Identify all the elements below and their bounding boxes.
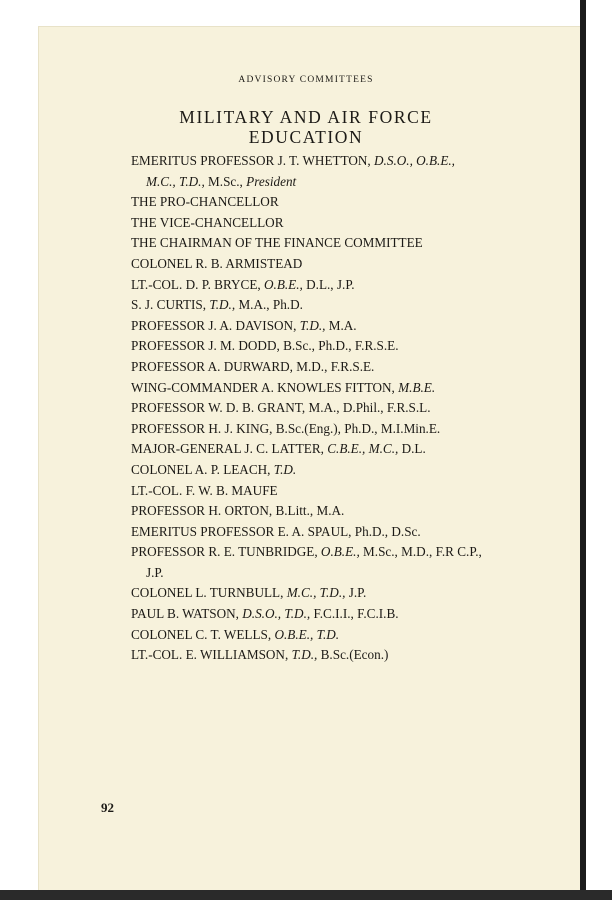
member-name: PROFESSOR A. DURWARD, xyxy=(131,358,293,374)
member-entry xyxy=(131,439,541,460)
member-name: PROFESSOR J. M. DODD, xyxy=(131,338,280,354)
member-entry xyxy=(131,357,541,378)
member-honours: C.B.E., M.C., xyxy=(327,441,399,457)
member-entry-continuation xyxy=(131,563,541,584)
member-honours: M.C., T.D., xyxy=(286,585,346,601)
member-honours: O.B.E., xyxy=(264,276,303,292)
member-name: COLONEL C. T. WELLS, xyxy=(131,626,272,642)
member-entry xyxy=(131,378,541,399)
page-title xyxy=(0,107,612,147)
member-name: PROFESSOR J. A. DAVISON, xyxy=(131,317,297,333)
member-entry xyxy=(131,316,541,337)
member-name: LT.-COL. F. W. B. MAUFE xyxy=(131,482,278,498)
member-name: LT.-COL. D. P. BRYCE, xyxy=(131,276,261,292)
member-name: COLONEL L. TURNBULL, xyxy=(131,585,284,601)
member-name: PROFESSOR W. D. B. GRANT, xyxy=(131,400,306,416)
running-head: ADVISORY COMMITTEES xyxy=(238,75,374,85)
member-entry xyxy=(131,522,541,543)
member-name: THE CHAIRMAN OF THE FINANCE COMMITTEE xyxy=(131,235,423,251)
member-qualifications: M.A. xyxy=(328,317,357,333)
member-name: PAUL B. WATSON, xyxy=(131,606,239,622)
member-name: PROFESSOR H. J. KING, xyxy=(131,420,273,436)
member-name: WING-COMMANDER A. KNOWLES FITTON, xyxy=(131,379,395,395)
page-title-line-1: MILITARY AND AIR FORCE xyxy=(179,107,433,127)
member-entry xyxy=(131,481,541,502)
member-qualifications: M.Sc., M.D., F.R C.P., xyxy=(363,544,482,560)
member-honours: O.B.E., T.D. xyxy=(274,626,340,642)
member-role: President xyxy=(246,173,297,189)
member-honours: T.D., xyxy=(299,317,326,333)
member-entry xyxy=(131,398,541,419)
member-qualifications: M.D., F.R.S.E. xyxy=(296,358,375,374)
member-name: PROFESSOR H. ORTON, xyxy=(131,503,273,519)
member-entry xyxy=(131,192,541,213)
member-name: EMERITUS PROFESSOR E. A. SPAUL, xyxy=(131,523,352,539)
member-name: LT.-COL. E. WILLIAMSON, xyxy=(131,647,289,663)
member-qualifications: J.P. xyxy=(348,585,367,601)
page-bottom-shadow xyxy=(0,890,612,900)
member-entry xyxy=(131,419,541,440)
member-qualifications: B.Litt., M.A. xyxy=(275,503,345,519)
member-qualifications: J.P. xyxy=(146,564,164,580)
member-name: THE PRO-CHANCELLOR xyxy=(131,194,279,210)
member-qualifications: D.L., J.P. xyxy=(306,276,355,292)
member-qualifications: M.A., Ph.D. xyxy=(238,297,303,313)
member-entry xyxy=(131,645,541,666)
member-qualifications: B.Sc.(Eng.), Ph.D., M.I.Min.E. xyxy=(275,420,441,436)
member-honours: M.B.E. xyxy=(398,379,436,395)
member-name: COLONEL R. B. ARMISTEAD xyxy=(131,255,303,271)
member-entry xyxy=(131,625,541,646)
member-name: EMERITUS PROFESSOR J. T. WHETTON, xyxy=(131,153,371,168)
member-entry xyxy=(131,336,541,357)
member-honours: M.C., T.D., xyxy=(146,173,205,189)
member-qualifications: Ph.D., D.Sc. xyxy=(354,523,421,539)
member-qualifications: M.A., D.Phil., F.R.S.L. xyxy=(308,400,431,416)
member-qualifications: F.C.I.I., F.C.I.B. xyxy=(313,606,399,622)
member-entry xyxy=(131,583,541,604)
member-honours: D.S.O., T.D., xyxy=(242,606,311,622)
member-entry-continuation xyxy=(131,172,541,193)
member-honours: O.B.E., xyxy=(320,544,360,560)
member-name: COLONEL A. P. LEACH, xyxy=(131,461,271,477)
member-qualifications: M.Sc., xyxy=(208,173,243,189)
member-entry xyxy=(131,295,541,316)
member-entry xyxy=(131,213,541,234)
member-entry xyxy=(131,501,541,522)
member-entry xyxy=(131,542,541,583)
member-entry xyxy=(131,275,541,296)
member-entry xyxy=(131,151,541,192)
member-name: PROFESSOR R. E. TUNBRIDGE, xyxy=(131,544,318,560)
member-qualifications: B.Sc., Ph.D., F.R.S.E. xyxy=(283,338,399,354)
member-qualifications: B.Sc.(Econ.) xyxy=(320,647,389,663)
member-entry xyxy=(131,233,541,254)
member-name: S. J. CURTIS, xyxy=(131,297,207,313)
member-qualifications: D.L. xyxy=(401,441,426,457)
committee-member-list xyxy=(131,151,541,666)
page-number: 92 xyxy=(101,800,114,815)
page-title-line-2: EDUCATION xyxy=(248,127,364,147)
member-entry xyxy=(131,460,541,481)
member-entry xyxy=(131,604,541,625)
member-honours: T.D., xyxy=(291,647,318,663)
member-name: THE VICE-CHANCELLOR xyxy=(131,214,284,230)
member-name: MAJOR-GENERAL J. C. LATTER, xyxy=(131,441,324,457)
member-entry xyxy=(131,254,541,275)
member-honours: T.D. xyxy=(273,461,297,477)
member-honours: T.D., xyxy=(209,297,236,313)
member-honours: D.S.O., O.B.E., xyxy=(374,153,455,168)
